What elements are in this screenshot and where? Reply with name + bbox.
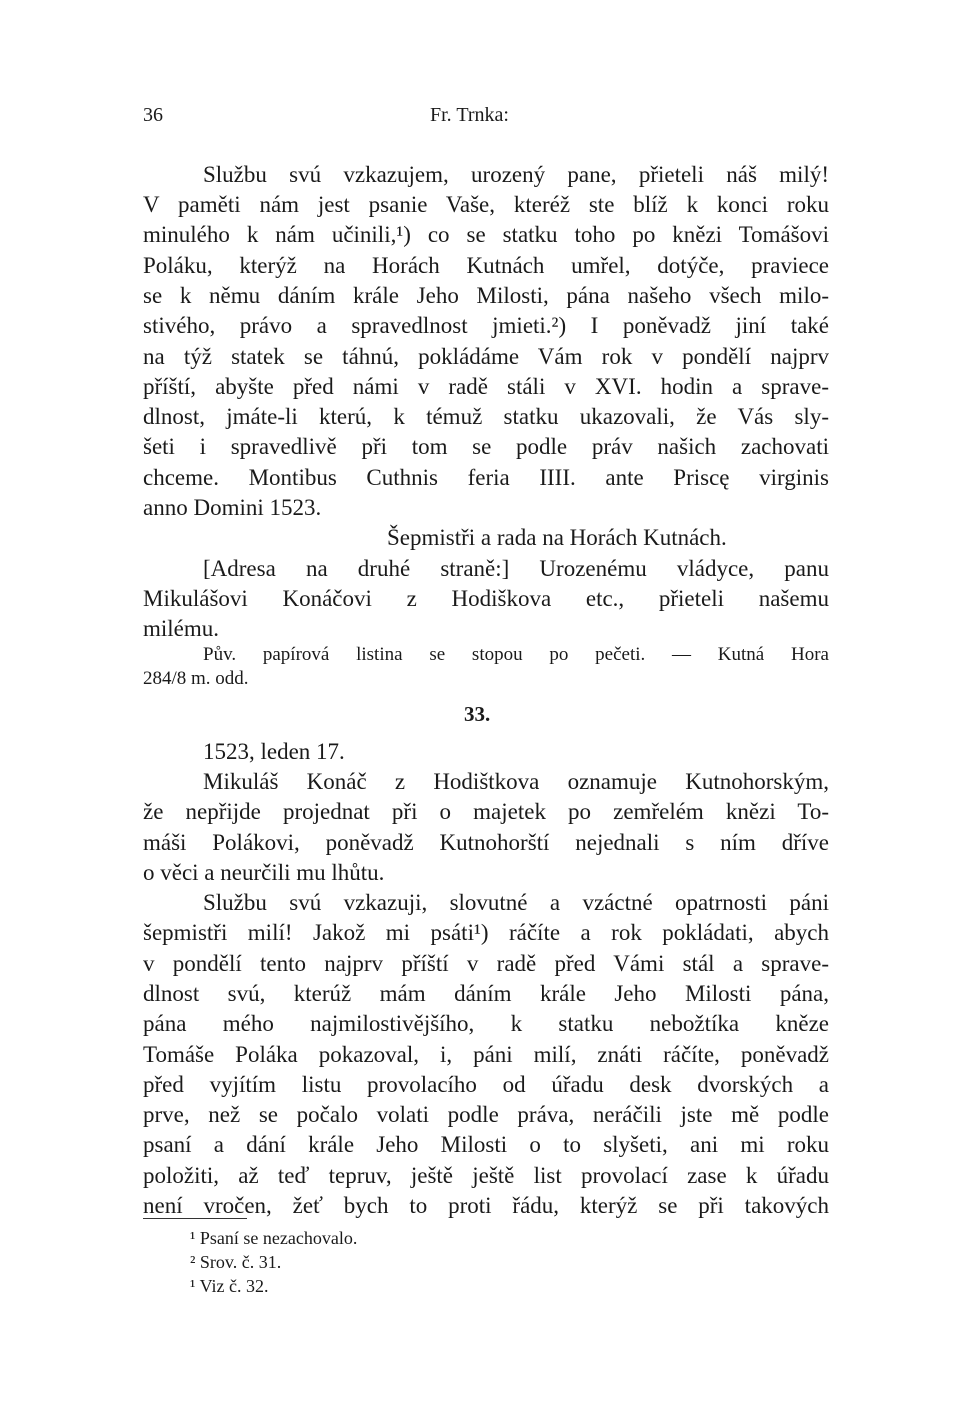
text-line: na týž statek se táhnú, pokládáme Vám rok v pondělí najprv: [143, 344, 829, 369]
signature: Šepmistři a rada na Horách Kutnách.: [387, 525, 727, 550]
text-line: Službu svú vzkazujem, urozený pane, přieteli náš milý!: [203, 162, 829, 187]
address-line: [Adresa na druhé straně:] Urozenému vládyce, panu: [203, 556, 829, 581]
text-line: se k němu dáním krále Jeho Milosti, pána našeho všech milo-: [143, 283, 829, 308]
footnote: ² Srov. č. 31.: [190, 1252, 282, 1272]
address-line: milému.: [143, 616, 220, 641]
footnote-rule: [143, 1218, 247, 1219]
text-line: minulého k nám učinili,¹) co se statku toho po knězi Tomášovi: [143, 222, 829, 247]
text-line: prve, než se počalo volati podle práva, neráčili jste mě podle: [143, 1102, 829, 1127]
text-line: Poláku, kterýž na Horách Kutnách umřel, dotýče, praviece: [143, 253, 829, 278]
text-line: položiti, až teď tepruv, ještě ještě list provolací zase k úřadu: [143, 1163, 829, 1188]
text-line: šepmistři milí! Jakož mi psáti¹) ráčíte a rok pokládati, abych: [143, 920, 829, 945]
text-line: V paměti nám jest psanie Vaše, kteréž ste blíž k konci roku: [143, 192, 829, 217]
summary-line: o věci a neurčili mu lhůtu.: [143, 860, 385, 885]
footnote: ¹ Psaní se nezachovalo.: [190, 1228, 358, 1248]
text-line: není vročen, žeť bych to proti řádu, kterýž se při takových: [143, 1193, 829, 1218]
text-line: příští, abyšte před námi v radě stáli v XVI. hodin a sprave-: [143, 374, 829, 399]
text-line: anno Domini 1523.: [143, 495, 322, 520]
source-line: Pův. papírová listina se stopou po pečeti. — Kutná Hora: [203, 644, 829, 665]
text-line: dlnost, jmáte-li kterú, k témuž statku ukazovali, že Vás sly-: [143, 404, 829, 429]
address-line: Mikulášovi Konáčovi z Hodiškova etc., přieteli našemu: [143, 586, 829, 611]
text-line: Službu svú vzkazuji, slovutné a vzáctné opatrnosti páni: [203, 890, 829, 915]
text-line: před vyjítím listu provolacího od úřadu desk dvorských a: [143, 1072, 829, 1097]
summary-line: Mikuláš Konáč z Hodištkova oznamuje Kutnohorským,: [203, 769, 829, 794]
summary-line: máši Polákovi, poněvadž Kutnohorští nejednali s ním dříve: [143, 830, 829, 855]
text-line: dlnost svú, kterúž mám dáním krále Jeho Milosti pána,: [143, 981, 829, 1006]
document-number: 33.: [464, 702, 491, 726]
running-title: Fr. Trnka:: [430, 104, 509, 126]
source-line: 284/8 m. odd.: [143, 668, 249, 689]
text-line: psaní a dání krále Jeho Milosti o to slyšeti, ani mi roku: [143, 1132, 829, 1157]
text-line: pána mého najmilostivějšího, k statku nebožtíka kněze: [143, 1011, 829, 1036]
text-line: chceme. Montibus Cuthnis feria IIII. ante Priscę virginis: [143, 465, 829, 490]
text-line: šeti i spravedlivě při tom se podle práv našich zachovati: [143, 434, 829, 459]
text-line: Tomáše Poláka pokazoval, i, páni milí, znáti ráčíte, poněvadž: [143, 1042, 829, 1067]
footnote: ¹ Viz č. 32.: [190, 1276, 269, 1296]
summary-line: že nepřijde projednat při o majetek po zemřelém knězi To-: [143, 799, 829, 824]
page-number: 36: [143, 104, 163, 126]
text-line: v pondělí tento najprv příští v radě před Vámi stál a sprave-: [143, 951, 829, 976]
text-line: stivého, právo a spravedlnost jmieti.²) I poněvadž jiní také: [143, 313, 829, 338]
document-date: 1523, leden 17.: [203, 739, 345, 764]
